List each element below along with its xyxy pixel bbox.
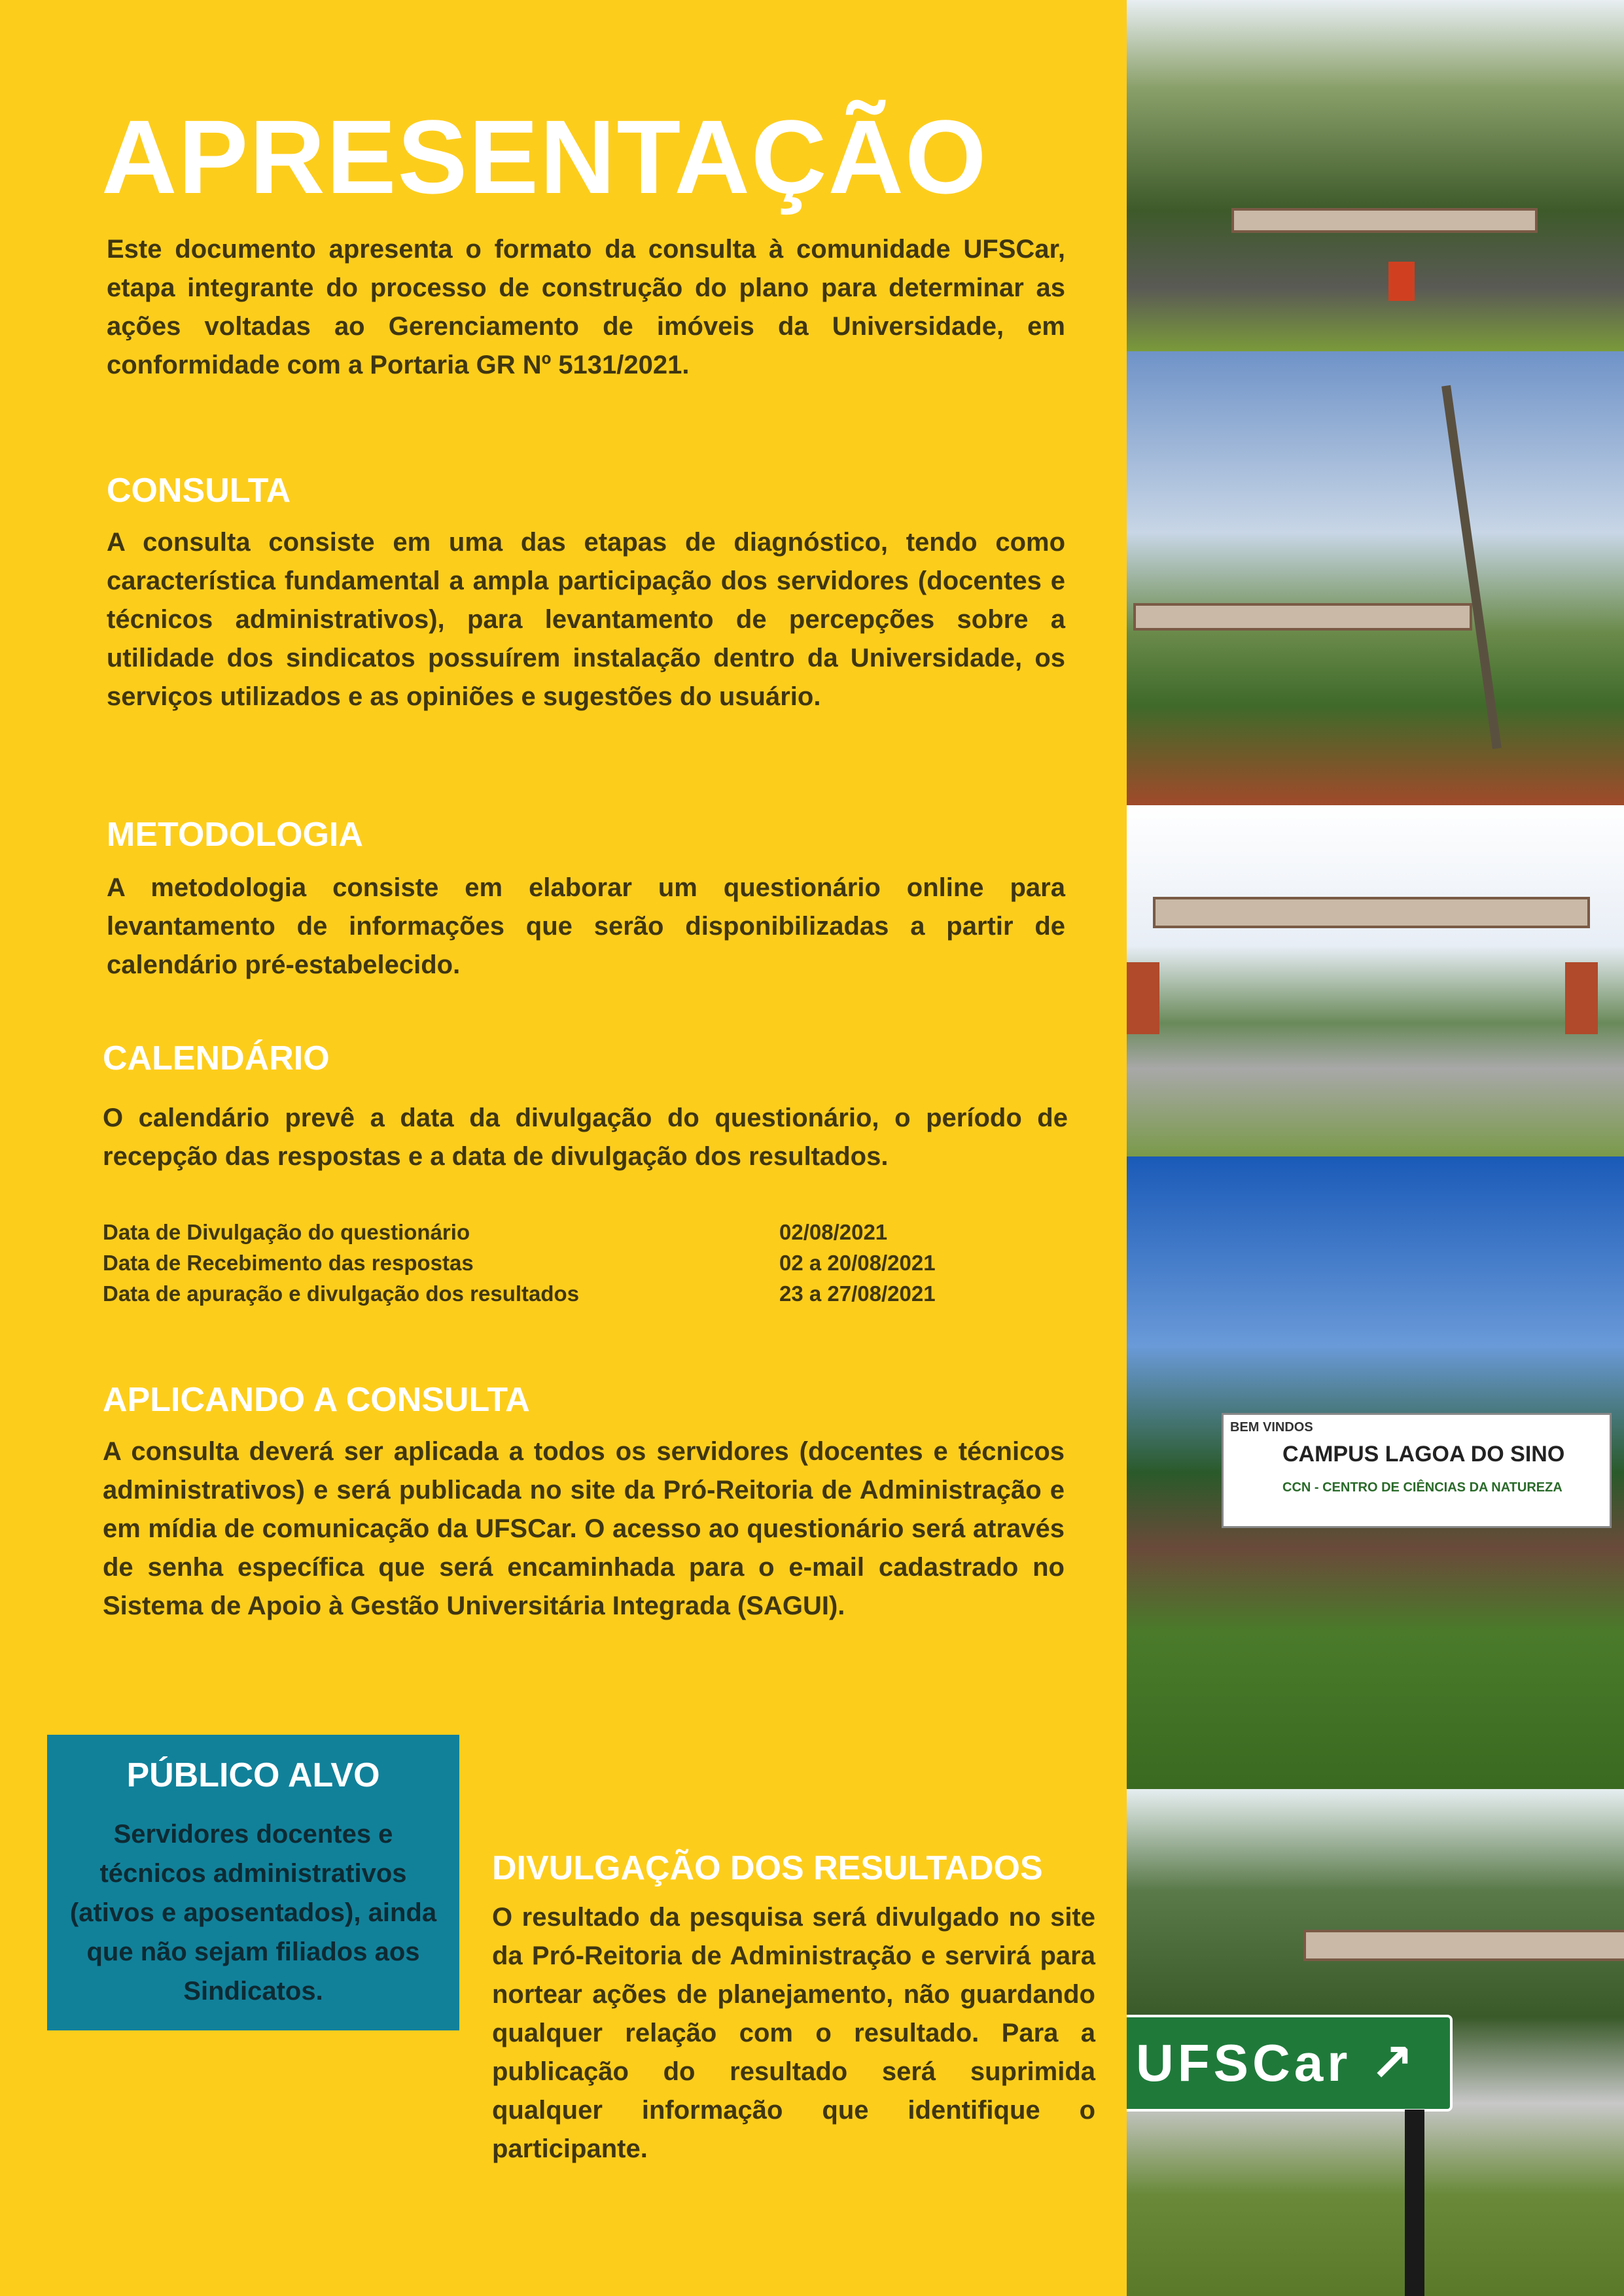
- calendar-table: [103, 1217, 1019, 1309]
- metodologia-heading: METODOLOGIA: [107, 816, 363, 854]
- sign-campus-name: CAMPUS LAGOA DO SINO: [1282, 1442, 1565, 1467]
- publico-text: Servidores docentes e técnicos administrativos (ativos e aposentados), ainda que não sejam filiados aos Sindicatos.: [69, 1820, 437, 2006]
- aplicando-heading: APLICANDO A CONSULTA: [103, 1381, 530, 1419]
- calendar-row: [103, 1278, 1019, 1309]
- photo-campus-gate-1: [1127, 0, 1624, 351]
- calendario-text: O calendário prevê a data da divulgação do questionário, o período de recepção das respostas e a data de divulgação dos resultados.: [103, 1104, 1068, 1171]
- consulta-heading: CONSULTA: [107, 472, 291, 510]
- ufscar-road-sign: UFSCar ↗: [1127, 2015, 1453, 2112]
- photo-campus-gate-3: [1127, 805, 1624, 1157]
- aplicando-text: A consulta deverá ser aplicada a todos os servidores (docentes e técnicos administrativos) e será publicada no site da Pró-Reitoria de Administração e em mídia de comunicação da UFSCar. O acesso ao questionário será através de senha específica que será encaminhada para o e-mail cadastrado no Sistema de Apoio à Gestão Universitária Integrada (SAGUI).: [103, 1437, 1065, 1620]
- calendar-label: Data de Recebimento das respostas: [103, 1251, 474, 1275]
- calendar-date: 02 a 20/08/2021: [779, 1251, 936, 1275]
- lagoa-do-sino-sign: [1222, 1413, 1612, 1528]
- intro-text: Este documento apresenta o formato da consulta à comunidade UFSCar, etapa integrante do processo de construção do plano para determinar as ações voltadas ao Gerenciamento de imóveis da Universidade, em conformidade com a Portaria GR Nº 5131/2021.: [107, 235, 1065, 379]
- photo-lagoa-do-sino: [1127, 1157, 1624, 1789]
- calendar-label: Data de apuração e divulgação dos resultados: [103, 1281, 580, 1306]
- photo-campus-sorocaba-gate: [1127, 351, 1624, 805]
- calendar-date: 23 a 27/08/2021: [779, 1281, 936, 1306]
- metodologia-text: A metodologia consiste em elaborar um questionário online para levantamento de informações que serão disponibilizadas a partir de calendário pré-estabelecido.: [107, 873, 1065, 979]
- page-title: APRESENTAÇÃO: [101, 98, 988, 215]
- calendar-row: [103, 1247, 1019, 1278]
- calendario-heading: CALENDÁRIO: [103, 1039, 330, 1077]
- publico-alvo-box: [47, 1735, 459, 2030]
- sign-center-name: CCN - CENTRO DE CIÊNCIAS DA NATUREZA: [1282, 1480, 1562, 1495]
- divulgacao-text: O resultado da pesquisa será divulgado no site da Pró-Reitoria de Administração e servirá para nortear ações de planejamento, não guardando qualquer relação com o resultado. Para a publicação do resultado será suprimida qualquer informação que identifique o participante.: [492, 1903, 1095, 2163]
- sign-welcome: BEM VINDOS: [1230, 1420, 1313, 1435]
- publico-heading: PÚBLICO ALVO: [126, 1756, 380, 1794]
- calendar-row: [103, 1217, 1019, 1247]
- calendar-date: 02/08/2021: [779, 1220, 888, 1244]
- photo-column: [1127, 0, 1624, 2296]
- consulta-text: A consulta consiste em uma das etapas de diagnóstico, tendo como característica fundamental a ampla participação dos servidores (docentes e técnicos administrativos), para levantamento de percepções sobre a utilidade dos sindicatos possuírem instalação dentro da Universidade, os serviços utilizados e as opiniões e sugestões do usuário.: [107, 528, 1065, 711]
- calendar-label: Data de Divulgação do questionário: [103, 1220, 470, 1244]
- photo-ufscar-sign: [1127, 1789, 1624, 2296]
- divulgacao-heading: DIVULGAÇÃO DOS RESULTADOS: [492, 1849, 1043, 1887]
